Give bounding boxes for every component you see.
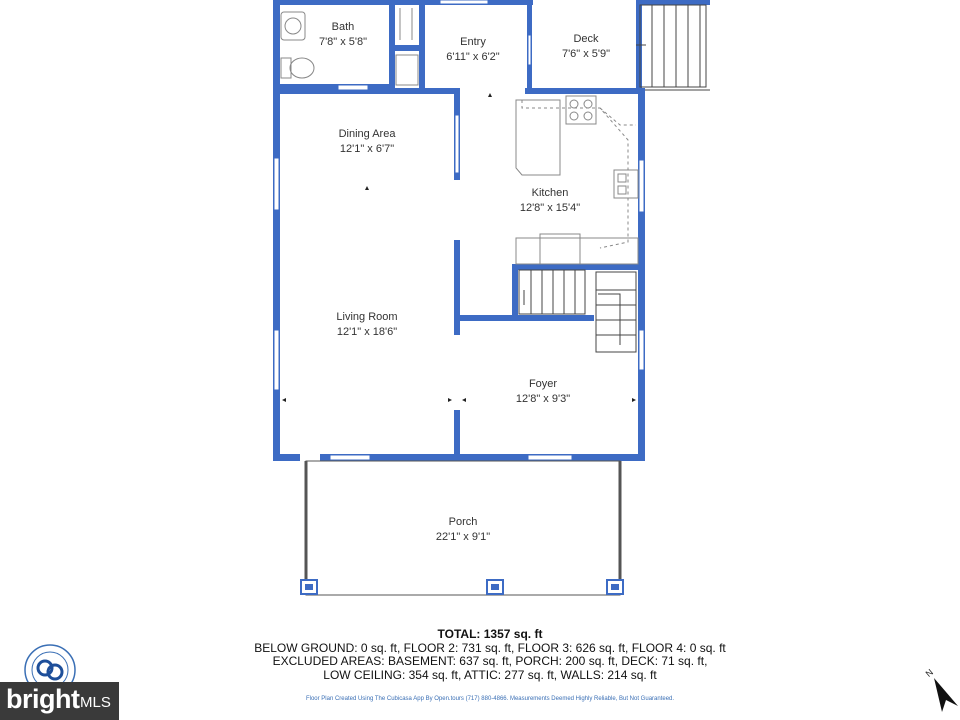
- room-name: Entry: [460, 36, 486, 48]
- room-entry: [446, 35, 499, 65]
- area-summary: [250, 628, 730, 682]
- room-dims: 6'11" x 6'2": [446, 51, 500, 63]
- room-dims: 12'8" x 15'4": [519, 202, 581, 214]
- other-areas: LOW CEILING: 354 sq. ft, ATTIC: 277 sq. ft, WALLS: 214 sq. ft: [323, 667, 657, 682]
- room-living: [336, 310, 397, 340]
- room-name: Deck: [573, 33, 599, 45]
- brand-name: bright: [6, 684, 80, 714]
- room-name: Porch: [448, 516, 478, 528]
- room-foyer: [516, 377, 570, 407]
- floor-areas: BELOW GROUND: 0 sq. ft, FLOOR 2: 731 sq. ft, FLOOR 3: 626 sq. ft, FLOOR 4: 0 sq. ft: [254, 640, 726, 655]
- room-kitchen: [520, 186, 580, 216]
- credit-text: Floor Plan Created Using The Cubicasa App By Open.tours (717) 880-4866. Measurements Deemed Highly Reliable, But Not Guaranteed.: [305, 696, 675, 702]
- room-name: Kitchen: [531, 187, 569, 199]
- room-deck: [562, 32, 610, 62]
- room-bath: [319, 20, 367, 50]
- room-name: Bath: [331, 21, 355, 33]
- north-arrow-icon: [922, 664, 960, 714]
- brand-suffix: MLS: [80, 694, 111, 711]
- room-dims: 7'6" x 5'9": [561, 48, 611, 60]
- room-dims: 12'1" x 18'6": [336, 326, 398, 338]
- room-name: Dining Area: [338, 128, 396, 140]
- excluded-areas: EXCLUDED AREAS: BASEMENT: 637 sq. ft, PORCH: 200 sq. ft, DECK: 71 sq. ft,: [272, 654, 708, 668]
- room-dims: 7'8" x 5'8": [318, 36, 368, 48]
- room-dining: [339, 127, 396, 157]
- total-area: TOTAL: 1357 sq. ft: [437, 627, 543, 641]
- room-name: Foyer: [528, 378, 558, 390]
- room-porch: [436, 515, 490, 545]
- bright-mls-logo: [0, 682, 119, 720]
- room-dims: 12'1" x 6'7": [339, 143, 395, 155]
- room-dims: 22'1" x 9'1": [435, 531, 491, 543]
- compass-north-label: N: [923, 667, 935, 679]
- room-name: Living Room: [336, 311, 398, 323]
- walls: [273, 0, 710, 461]
- room-dims: 12'8" x 9'3": [515, 393, 571, 405]
- kitchen-fixtures: [516, 96, 638, 264]
